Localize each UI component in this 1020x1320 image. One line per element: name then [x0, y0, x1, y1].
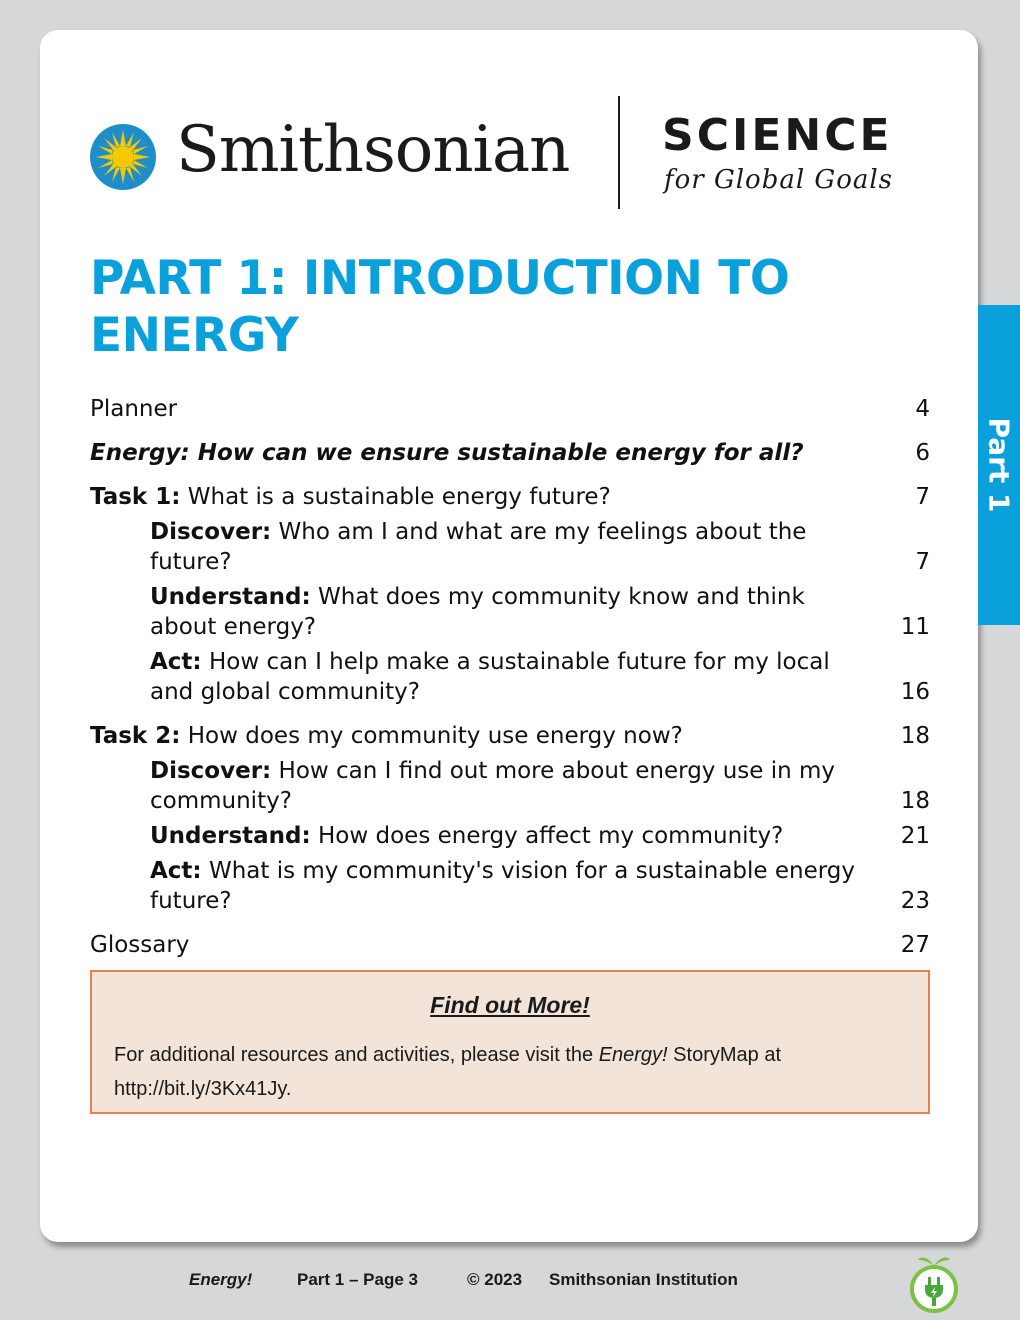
- toc-page-number: 27: [900, 932, 930, 958]
- toc-page-number: 21: [900, 823, 930, 849]
- footer-page: Part 1 – Page 3: [297, 1270, 418, 1289]
- toc-row-glossary[interactable]: [90, 930, 930, 960]
- energy-plug-icon: [908, 1252, 960, 1314]
- toc-text: What does my community know and think about energy?: [150, 584, 805, 640]
- toc-label: Task 1:: [90, 484, 181, 510]
- toc-row-task1-act[interactable]: [90, 647, 930, 707]
- toc-row-task2-discover[interactable]: [90, 756, 930, 816]
- toc-text: Glossary: [90, 932, 190, 958]
- footer-copyright: © 2023: [467, 1270, 523, 1289]
- science-title: SCIENCE: [662, 110, 893, 161]
- storymap-link[interactable]: StoryMap at http://bit.ly/3Kx41Jy.: [114, 1044, 782, 1100]
- find-out-more-box: [90, 970, 930, 1114]
- toc-row-task1-understand[interactable]: [90, 582, 930, 642]
- toc-page-number: 23: [900, 888, 930, 914]
- toc-page-number: 6: [915, 440, 930, 466]
- toc-row-task1[interactable]: [90, 482, 930, 512]
- header-divider: [618, 96, 620, 209]
- toc-page-number: 11: [900, 614, 930, 640]
- footer-org: Smithsonian Institution: [549, 1270, 738, 1289]
- toc-row-task2-understand[interactable]: [90, 821, 930, 851]
- toc-page-number: 7: [915, 549, 930, 575]
- toc-text: Planner: [90, 396, 178, 422]
- find-out-more-text: For additional resources and activities, please visit the Energy! StoryMap at http://bit.ly/3Kx41Jy.: [114, 1044, 782, 1100]
- toc-label: Task 2:: [90, 723, 181, 749]
- toc-label: Discover:: [150, 758, 272, 784]
- toc-text: How does my community use energy now?: [180, 723, 683, 749]
- page-footer: [0, 1270, 1020, 1294]
- toc-label: Understand:: [150, 823, 311, 849]
- part-side-tab-label: Part 1: [982, 417, 1016, 513]
- smithsonian-wordmark: Smithsonian: [176, 113, 570, 187]
- toc-text: What is a sustainable energy future?: [180, 484, 611, 510]
- toc-row-task2-act[interactable]: [90, 856, 930, 916]
- science-subtitle: for Global Goals: [664, 165, 894, 195]
- toc-text: Energy: How can we ensure sustainable energy for all?: [90, 440, 804, 466]
- toc-row-task1-discover[interactable]: [90, 517, 930, 577]
- toc-row-planner[interactable]: [90, 394, 930, 424]
- table-of-contents: [90, 394, 930, 960]
- toc-text: How can I find out more about energy use in my community?: [150, 758, 836, 814]
- find-out-more-title: Find out More!: [430, 992, 590, 1018]
- toc-label: Act:: [150, 649, 202, 675]
- toc-label: Understand:: [150, 584, 311, 610]
- toc-text: How does energy affect my community?: [310, 823, 784, 849]
- page-title: PART 1: INTRODUCTION TO ENERGY: [90, 251, 790, 363]
- toc-page-number: 18: [900, 723, 930, 749]
- toc-row-task2[interactable]: [90, 721, 930, 751]
- footer-title: Energy!: [189, 1270, 253, 1289]
- header-logos: [90, 96, 930, 211]
- toc-row-energy[interactable]: [90, 438, 930, 468]
- smithsonian-sun-icon: [90, 124, 156, 190]
- toc-page-number: 4: [915, 396, 930, 422]
- toc-label: Act:: [150, 858, 202, 884]
- toc-text: What is my community's vision for a sustainable energy future?: [150, 858, 856, 914]
- toc-label: Discover:: [150, 519, 272, 545]
- toc-text: Who am I and what are my feelings about the future?: [150, 519, 807, 575]
- toc-page-number: 16: [900, 679, 930, 705]
- toc-page-number: 7: [915, 484, 930, 510]
- toc-text: How can I help make a sustainable future for my local and global community?: [150, 649, 830, 705]
- toc-page-number: 18: [900, 788, 930, 814]
